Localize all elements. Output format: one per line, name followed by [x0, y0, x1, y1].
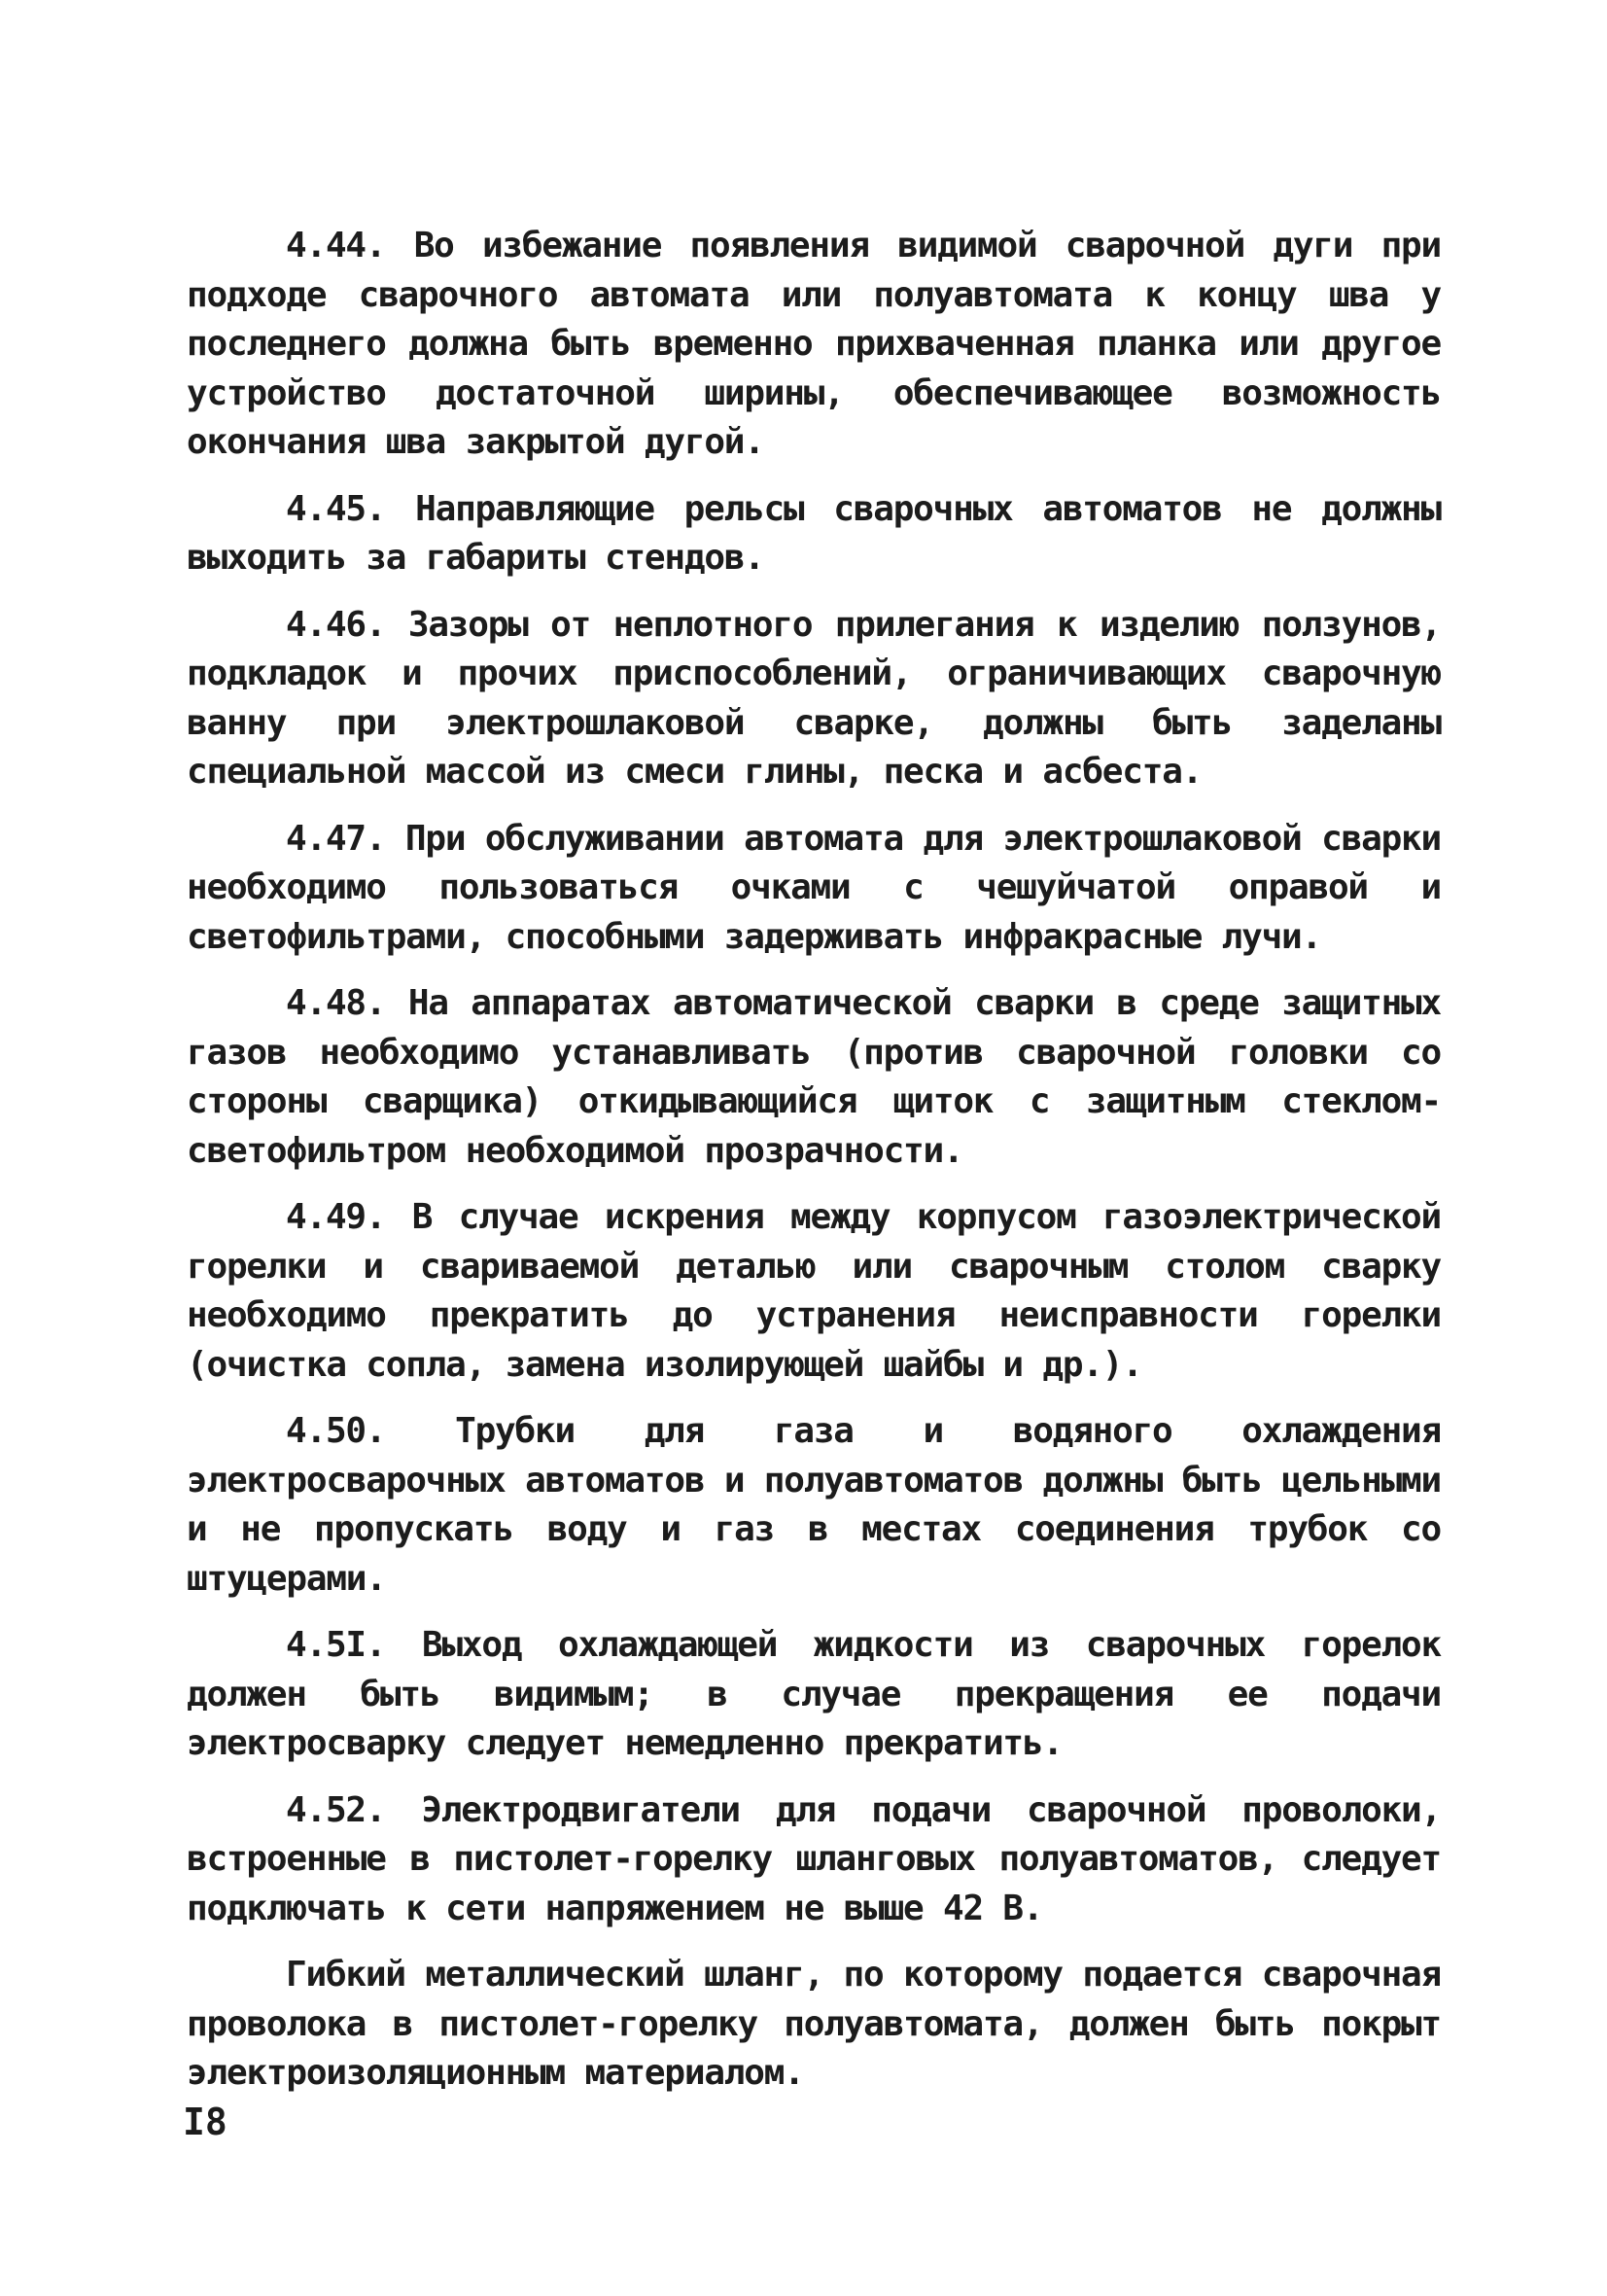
body-text — [187, 222, 1441, 2116]
paragraph-4-46: 4.46. Зазоры от неплотного прилегания к изделию ползунов, подкладок и прочих приспособлений, ограничивающих сварочную ванну при электрошлаковой сварке, должны быть заделаны специальной массой из смеси глины, песка и асбеста. — [187, 604, 1441, 792]
paragraph-4-52: 4.52. Электродвигатели для подачи сварочной проволоки, встроенные в пистолет-горелку шланговых полуавтоматов, следует подключать к сети напряжением не выше 42 В. — [187, 1789, 1441, 1928]
page-number: I8 — [183, 2101, 227, 2143]
paragraph-4-50: 4.50. Трубки для газа и водяного охлаждения электросварочных автоматов и полуавтоматов должны быть цельными и не пропускать воду и газ в местах соединения трубок со штуцерами. — [187, 1411, 1441, 1599]
paragraph-4-48: 4.48. На аппаратах автоматической сварки в среде защитных газов необходимо устанавливать (против сварочной головки со стороны сварщика) откидывающийся щиток с защитным стеклом-светофильтром необходимой прозрачности. — [187, 983, 1441, 1171]
paragraph-4-44: 4.44. Во избежание появления видимой сварочной дуги при подходе сварочного автомата или полуавтомата к концу шва у последнего должна быть временно прихваченная планка или другое устройство достаточной ширины, обеспечивающее возможность окончания шва закрытой дугой. — [187, 226, 1441, 462]
paragraph-flexible-hose: Гибкий металлический шланг, по которому подается сварочная проволока в пистолет-горелку полуавтомата, должен быть покрыт электроизоляционным материалом. — [187, 1955, 1441, 2093]
paragraph-4-51: 4.5I. Выход охлаждающей жидкости из сварочных горелок должен быть видимым; в случае прекращения ее подачи электросварку следует немедленно прекратить. — [187, 1625, 1441, 1763]
paragraph-4-47: 4.47. При обслуживании автомата для электрошлаковой сварки необходимо пользоваться очками с чешуйчатой оправой и светофильтрами, способными задерживать инфракрасные лучи. — [187, 818, 1441, 957]
paragraph-4-45: 4.45. Направляющие рельсы сварочных автоматов не должны выходить за габариты стендов. — [187, 488, 1441, 578]
paragraph-4-49: 4.49. В случае искрения между корпусом газоэлектрической горелки и свариваемой деталью или сварочным столом сварку необходимо прекратить до устранения неисправности горелки (очистка сопла, замена изолирующей шайбы и др.). — [187, 1197, 1441, 1385]
